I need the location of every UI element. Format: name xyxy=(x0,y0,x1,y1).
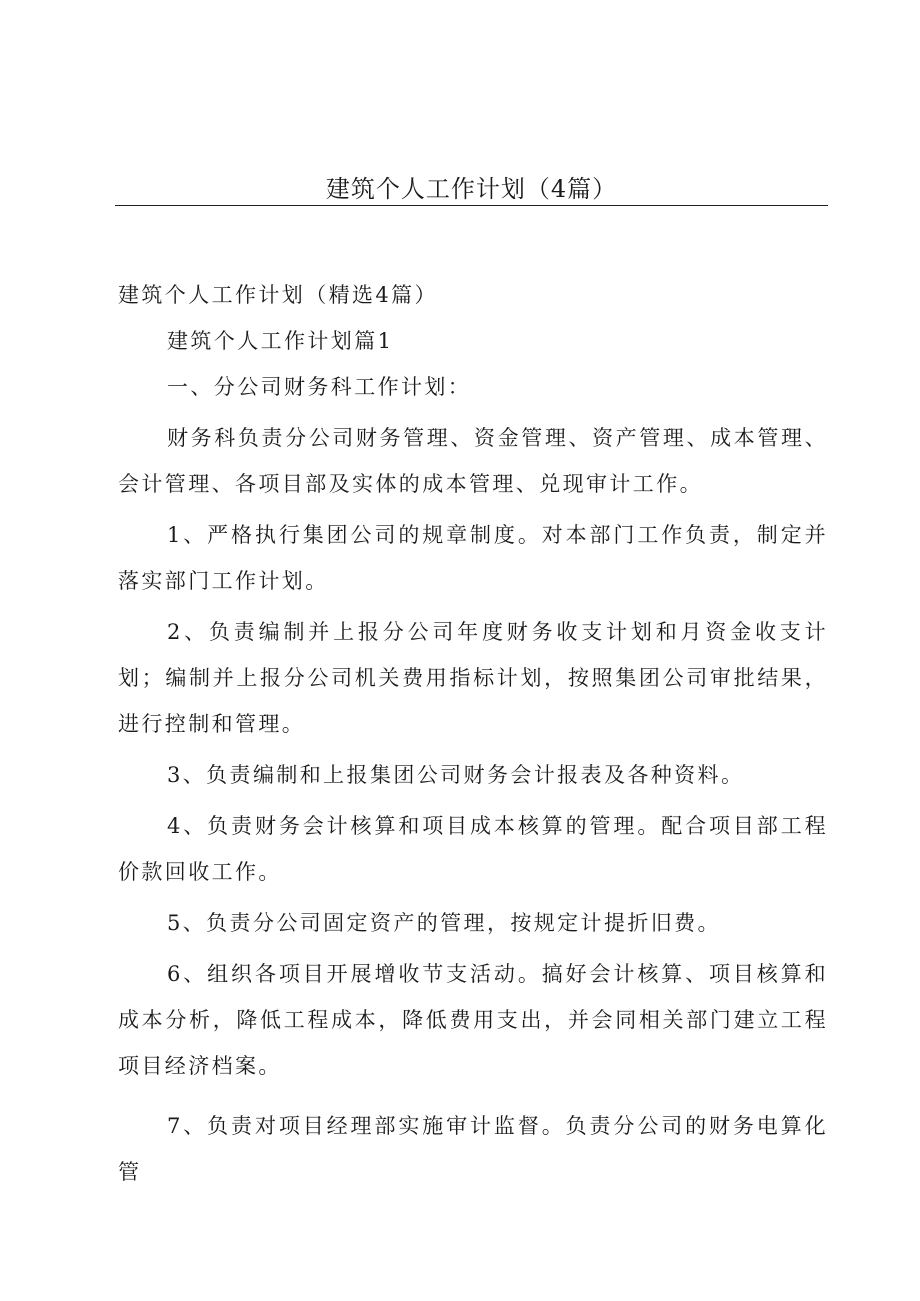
document-body xyxy=(118,272,828,1195)
title-underline xyxy=(115,205,828,206)
part-heading: 一、分公司财务科工作计划： xyxy=(167,375,472,399)
section-heading: 建筑个人工作计划篇1 xyxy=(167,329,394,353)
list-item-6: 6、组织各项目开展增收节支活动。搞好会计核算、项目核算和成本分析，降低工程成本，降低费用支出，并会同相关部门建立工程项目经济档案。 xyxy=(118,962,828,1078)
list-item-5: 5、负责分公司固定资产的管理，按规定计提折旧费。 xyxy=(167,911,721,935)
intro-paragraph: 财务科负责分公司财务管理、资金管理、资产管理、成本管理、会计管理、各项目部及实体的成本管理、兑现审计工作。 xyxy=(118,426,828,496)
list-item-3: 3、负责编制和上报集团公司财务会计报表及各种资料。 xyxy=(167,763,745,787)
list-item-7: 7、负责对项目经理部实施审计监督。负责分公司的财务电算化管 xyxy=(118,1114,828,1184)
list-item-2: 2、负责编制并上报分公司年度财务收支计划和月资金收支计划；编制并上报分公司机关费用指标计划，按照集团公司审批结果，进行控制和管理。 xyxy=(118,620,828,736)
document-title: 建筑个人工作计划（4篇） xyxy=(325,175,618,203)
list-item-1: 1、严格执行集团公司的规章制度。对本部门工作负责，制定并落实部门工作计划。 xyxy=(118,523,828,593)
list-item-4: 4、负责财务会计核算和项目成本核算的管理。配合项目部工程价款回收工作。 xyxy=(118,814,828,884)
document-subtitle: 建筑个人工作计划（精选4篇） xyxy=(118,283,438,307)
